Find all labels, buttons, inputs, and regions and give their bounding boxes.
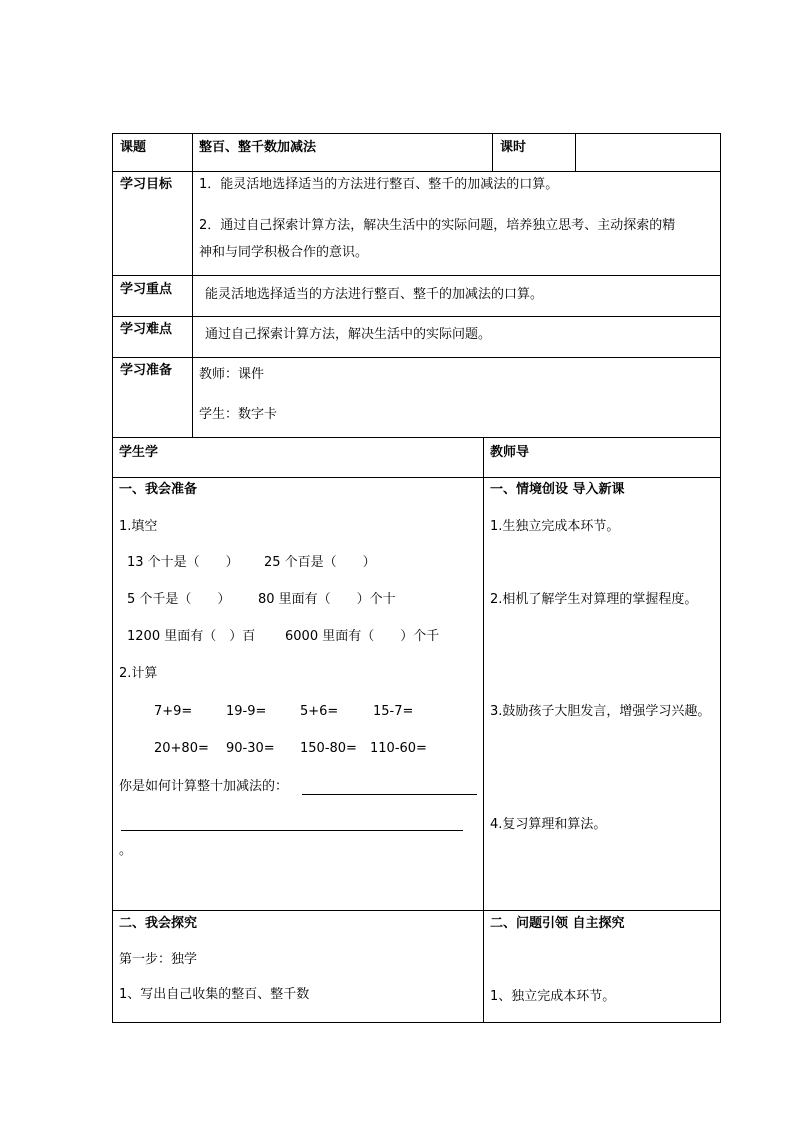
fill-item: 5 个千是（ ）: [127, 592, 231, 607]
title-label: 课题: [120, 140, 147, 155]
teacher-note: 3.鼓励孩子大胆发言，增强学习兴趣。: [490, 704, 711, 719]
fill-title: 1.填空: [119, 519, 158, 534]
period-label: 课时: [500, 140, 527, 155]
objectives-label: 学习目标: [120, 177, 173, 192]
teacher-note: 1.生独立完成本环节。: [490, 519, 620, 534]
table-border-right: [720, 133, 721, 1023]
lesson-title: 整百、整千数加减法: [199, 140, 317, 155]
calc-item: 15-7=: [373, 704, 414, 719]
objective-2-line-1: 2．通过自己探索计算方法，解决生活中的实际问题，培养独立思考、主动探索的精: [199, 218, 676, 233]
row-divider: [112, 437, 721, 438]
row-divider: [112, 171, 721, 172]
section2-teacher-title: 二、问题引领 自主探究: [490, 916, 625, 931]
teacher-note: 4.复习算理和算法。: [490, 817, 607, 832]
answer-line[interactable]: [121, 830, 463, 831]
row-divider: [112, 477, 721, 478]
calc-item: 20+80=: [154, 741, 209, 756]
row-divider: [112, 275, 721, 276]
question-text: 你是如何计算整十加减法的：: [119, 779, 289, 794]
prep-label: 学习准备: [120, 363, 173, 378]
fill-item: 25 个百是（ ）: [264, 555, 376, 570]
row-divider: [112, 910, 721, 911]
calc-item: 7+9=: [154, 704, 193, 719]
section2-item: 1、写出自己收集的整百、整千数: [119, 987, 310, 1002]
table-border-left: [112, 133, 113, 1023]
objective-2-line-2: 神和与同学积极合作的意识。: [199, 245, 369, 260]
teacher-column-header: 教师导: [490, 445, 530, 460]
row-divider: [112, 357, 721, 358]
student-column-header: 学生学: [119, 445, 159, 460]
calc-item: 5+6=: [300, 704, 339, 719]
section1-student-title: 一、我会准备: [119, 482, 198, 497]
section2-student-title: 二、我会探究: [119, 916, 198, 931]
header-divider: [492, 133, 493, 171]
table-border-bottom: [112, 1022, 721, 1023]
table-border-top: [112, 133, 721, 134]
lesson-plan-table: [112, 133, 721, 1023]
section2-teacher-note: 1、独立完成本环节。: [490, 989, 616, 1004]
fill-item: 1200 里面有（ ）百: [127, 629, 256, 644]
prep-student: 学生：数字卡: [199, 407, 278, 422]
difficulty-text: 通过自己探索计算方法，解决生活中的实际问题。: [205, 327, 492, 342]
teacher-note: 2.相机了解学生对算理的掌握程度。: [490, 592, 698, 607]
fill-item: 13 个十是（ ）: [127, 555, 239, 570]
prep-teacher: 教师：课件: [199, 367, 265, 382]
calc-item: 150-80=: [300, 741, 357, 756]
focus-text: 能灵活地选择适当的方法进行整百、整千的加减法的口算。: [205, 287, 544, 302]
calc-item: 110-60=: [370, 741, 427, 756]
difficulty-label: 学习难点: [120, 322, 173, 337]
header-divider: [575, 133, 576, 171]
label-column-divider: [192, 133, 193, 437]
calc-item: 19-9=: [226, 704, 267, 719]
section1-teacher-title: 一、情境创设 导入新课: [490, 482, 625, 497]
row-divider: [112, 316, 721, 317]
section2-step: 第一步：独学: [119, 952, 198, 967]
student-teacher-divider: [483, 437, 484, 1023]
answer-line[interactable]: [302, 794, 477, 795]
calc-title: 2.计算: [119, 666, 158, 681]
fill-item: 6000 里面有（ ）个千: [285, 629, 440, 644]
calc-item: 90-30=: [226, 741, 275, 756]
period-mark: 。: [119, 843, 133, 858]
fill-item: 80 里面有（ ）个十: [258, 592, 396, 607]
objective-1: 1．能灵活地选择适当的方法进行整百、整千的加减法的口算。: [199, 177, 559, 192]
focus-label: 学习重点: [120, 282, 173, 297]
